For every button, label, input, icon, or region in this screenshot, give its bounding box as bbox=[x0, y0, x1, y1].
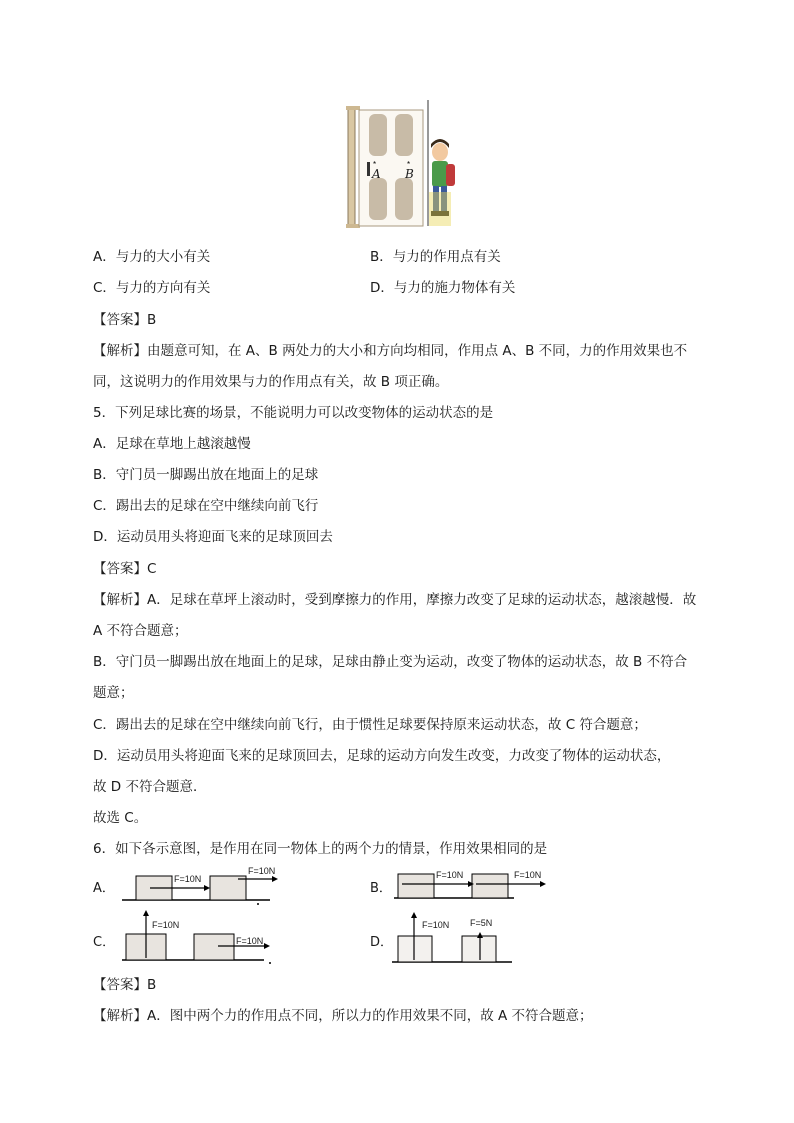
q5-analysis-line-3: B．守门员一脚踢出放在地面上的足球，足球由静止变为运动，改变了物体的运动状态，故 B 不符合 bbox=[93, 654, 688, 670]
q4-option-c: C．与力的方向有关 bbox=[93, 280, 211, 296]
door-figure bbox=[345, 100, 460, 230]
q5-analysis-line-1: 【解析】A．足球在草坪上滚动时，受到摩擦力的作用，摩擦力改变了足球的运动状态，越滚越慢．故 bbox=[93, 592, 697, 608]
q6-c-force-1: F=10N bbox=[152, 920, 180, 930]
q4-analysis-line-1: 【解析】由题意可知，在 A、B 两处力的大小和方向均相同，作用点 A、B 不同，力的作用效果也不 bbox=[93, 343, 688, 359]
q6-figure-b bbox=[394, 866, 564, 908]
q5-analysis-line-8: 故选 C。 bbox=[93, 810, 148, 826]
q4-option-a: A．与力的大小有关 bbox=[93, 249, 211, 265]
q5-analysis-line-6: D．运动员用头将迎面飞来的足球顶回去，足球的运动方向发生改变，力改变了物体的运动状态， bbox=[93, 748, 671, 764]
q6-a-force-2: F=10N bbox=[248, 866, 276, 876]
q5-option-a: A．足球在草地上越滚越慢 bbox=[93, 436, 251, 452]
q5-option-b: B．守门员一脚踢出放在地面上的足球 bbox=[93, 467, 319, 483]
q6-b-force-2: F=10N bbox=[514, 870, 542, 880]
q6-a-force-1: F=10N bbox=[174, 874, 202, 884]
q4-option-d: D．与力的施力物体有关 bbox=[370, 280, 516, 296]
svg-text:*: * bbox=[407, 160, 411, 169]
q4-analysis-line-2: 同，这说明力的作用效果与力的作用点有关，故 B 项正确。 bbox=[93, 374, 449, 390]
q5-stem: 5．下列足球比赛的场景，不能说明力可以改变物体的运动状态的是 bbox=[93, 405, 494, 421]
q6-d-force-1: F=10N bbox=[422, 920, 450, 930]
q5-answer: 【答案】C bbox=[93, 561, 157, 577]
point-a-label: A bbox=[372, 167, 381, 181]
q6-d-force-2: F=5N bbox=[470, 918, 493, 928]
q6-figure-c bbox=[118, 906, 288, 966]
q6-analysis-line-1: 【解析】A．图中两个力的作用点不同，所以力的作用效果不同，故 A 不符合题意； bbox=[93, 1008, 593, 1024]
q6-option-a-label: A． bbox=[93, 881, 115, 896]
q6-figure-d bbox=[392, 906, 522, 966]
q6-option-b-label: B． bbox=[370, 881, 392, 896]
q4-option-b: B．与力的作用点有关 bbox=[370, 249, 501, 265]
q5-analysis-line-5: C．踢出去的足球在空中继续向前飞行，由于惯性足球要保持原来运动状态，故 C 符合题意； bbox=[93, 717, 647, 733]
q6-figure-a bbox=[120, 866, 280, 908]
q5-option-d: D．运动员用头将迎面飞来的足球顶回去 bbox=[93, 529, 333, 545]
q6-figure-d-svg bbox=[392, 906, 522, 966]
q5-analysis-line-7: 故 D 不符合题意． bbox=[93, 779, 207, 795]
q6-answer: 【答案】B bbox=[93, 977, 157, 993]
q4-answer: 【答案】B bbox=[93, 312, 157, 328]
door-figure-svg bbox=[345, 100, 460, 230]
q5-analysis-line-2: A 不符合题意； bbox=[93, 623, 188, 639]
q6-b-force-1: F=10N bbox=[436, 870, 464, 880]
q6-option-d-label: D． bbox=[370, 935, 394, 950]
svg-text:*: * bbox=[373, 160, 377, 169]
point-b-label: B bbox=[405, 167, 414, 181]
q6-stem: 6．如下各示意图，是作用在同一物体上的两个力的情景，作用效果相同的是 bbox=[93, 841, 548, 857]
q5-option-c: C．踢出去的足球在空中继续向前飞行 bbox=[93, 498, 319, 514]
q6-option-c-label: C． bbox=[93, 935, 116, 950]
q6-c-force-2: F=10N bbox=[236, 936, 264, 946]
q5-analysis-line-4: 题意； bbox=[93, 685, 134, 701]
